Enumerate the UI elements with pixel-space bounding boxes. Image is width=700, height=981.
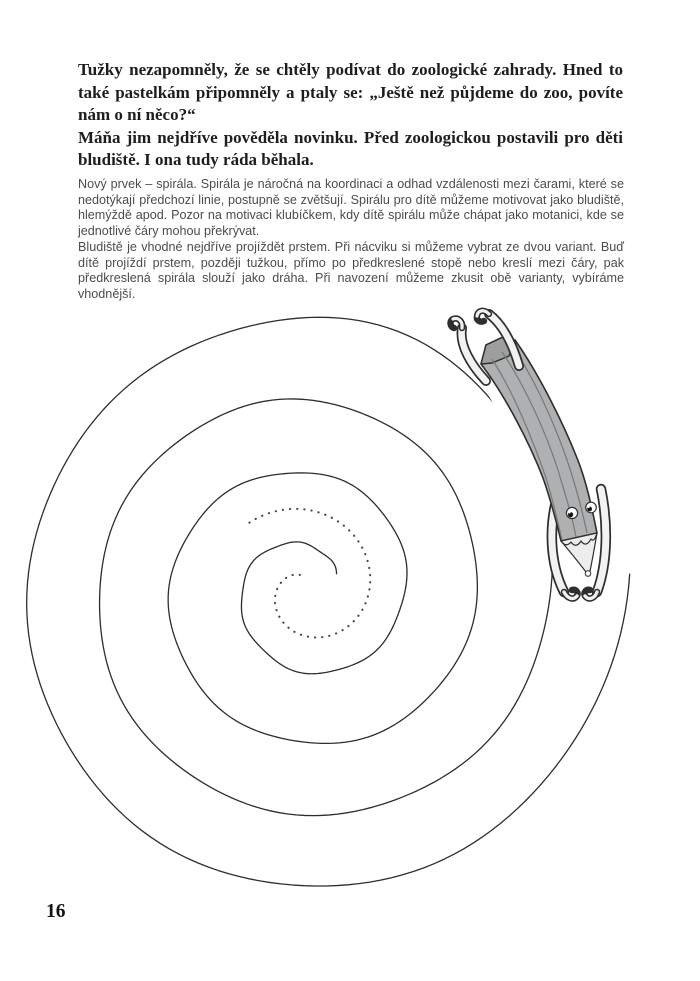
story-paragraph-1: Tužky nezapomněly, že se chtěly podívat do zoologické zahrady. Hned to také pastelkám připomněly a ptaly se: „Ještě než půjdeme do zoo, povíte nám o ní něco?“	[78, 60, 623, 125]
pencil-hand-right	[477, 311, 489, 322]
spiral-dotted-trace	[249, 509, 370, 638]
pencil-eye-right	[586, 502, 597, 513]
pencil-eye-left	[566, 507, 577, 518]
instruction-paragraph-1: Nový prvek – spirála. Spirála je náročná na koordinaci a odhad vzdálenosti mezi čarami, které se nedotýkají předchozí linie, postupně se zvětšují. Spirálu pro dítě můžeme motivovat jako bludiště, hlemýždě apod. Pozor na motivaci klubíčkem, kdy dítě spirálu může chápat jako motanici, kde se jednotlivé čáry mohou překrývat.	[78, 177, 624, 239]
story-paragraph-2: Máňa jim nejdříve pověděla novinku. Před zoologickou postavili pro děti bludiště. I ona tudy ráda běhala.	[78, 127, 623, 170]
page-number: 16	[46, 901, 66, 922]
pencil-character	[450, 311, 605, 599]
pencil-hand-left	[450, 318, 462, 328]
instruction-paragraph-2: Bludiště je vhodné nejdříve projíždět prstem. Při nácviku si můžeme vybrat ze dvou variant. Buď dítě projíždí prstem, později tužkou, přímo po předkreslené stopě nebo kreslí mezi čáry, pak předkreslená spirála slouží jako dráha. Při navození můžeme zkusit obě varianty, vybíráme vhodnější.	[78, 239, 624, 301]
pencil-lead-tip	[585, 571, 591, 577]
